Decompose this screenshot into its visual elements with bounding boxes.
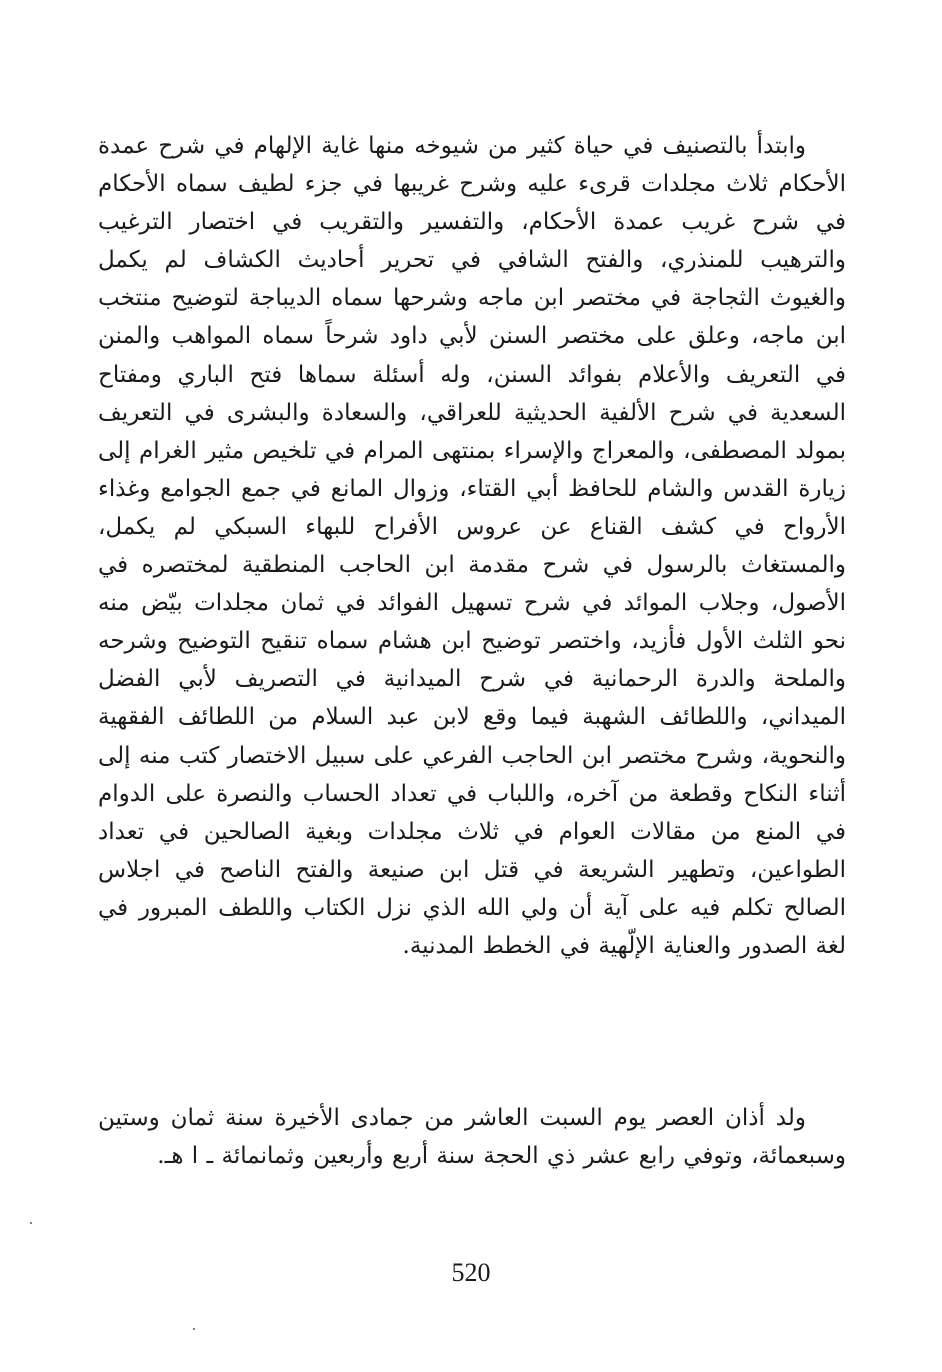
body-paragraph-works: وابتدأ بالتصنيف في حياة كثير من شيوخه منها غاية الإلهام في شرح عمدة الأحكام ثلاث مجلدات قرىء عليه وشرح غريبها في جزء لطيف سماه الأحكام في شرح غريب عمدة الأحكام، والتفسير والتقريب في اختصار الترغيب والترهيب للمنذري، والفتح الشافي في تحرير أحاديث الكشاف لم يكمل والغيوث الثجاجة في مختصر ابن ماجه وشرحها سماه الديباجة لتوضيح منتخب ابن ماجه، وعلق على مختصر السنن لأبي داود شرحاً سماه المواهب والمنن في التعريف والأعلام بفوائد السنن، وله أسئلة سماها فتح الباري ومفتاح السعدية في شرح الألفية الحديثية للعراقي، والسعادة والبشرى في التعريف بمولد المصطفى، والمعراج والإسراء بمنتهى المرام في تلخيص مثير الغرام إلى زيارة القدس والشام للحافظ أبي القتاء، وزوال المانع في جمع الجوامع وغذاء الأرواح في كشف القناع عن عروس الأفراح للبهاء السبكي لم يكمل، والمستغاث بالرسول في شرح مقدمة ابن الحاجب المنطقية لمختصره في الأصول، وجلاب الموائد في شرح تسهيل الفوائد في ثمان مجلدات بيّض منه نحو الثلث الأول فأزيد، واختصر توضيح ابن هشام سماه تنقيح التوضيح وشرحه والملحة والدرة الرحمانية في شرح الميدانية في التصريف لأبي الفضل الميداني، واللطائف الشهبة فيما وقع لابن عبد السلام من اللطائف الفقهية والنحوية، وشرح مختصر ابن الحاجب الفرعي على سبيل الاختصار كتب منه إلى أثناء النكاح وقطعة من آخره، واللباب في تعداد الحساب والنصرة على الدوام في المنع من مقالات العوام في ثلاث مجلدات وبغية الصالحين في تعداد الطواعين، وتطهير الشريعة في قتل ابن صنيعة والفتح الناصح في اجلاس الصالح تكلم فيه على آية أن ولي الله الذي نزل الكتاب واللطف المبرور في لغة الصدور والعناية الإلّهية في الخطط المدنية. [98, 133, 846, 959]
body-paragraph-dates: ولد أذان العصر يوم السبت العاشر من جمادى الأخيرة سنة ثمان وستين وسبعمائة، وتوفي رابع عشر ذي الحجة سنة أربع وأربعين وثمانمائة ـ ا هـ. [98, 1105, 846, 1170]
scan-speck [193, 1328, 195, 1330]
scan-speck [30, 1222, 32, 1224]
page-number: 520 [451, 1258, 491, 1287]
